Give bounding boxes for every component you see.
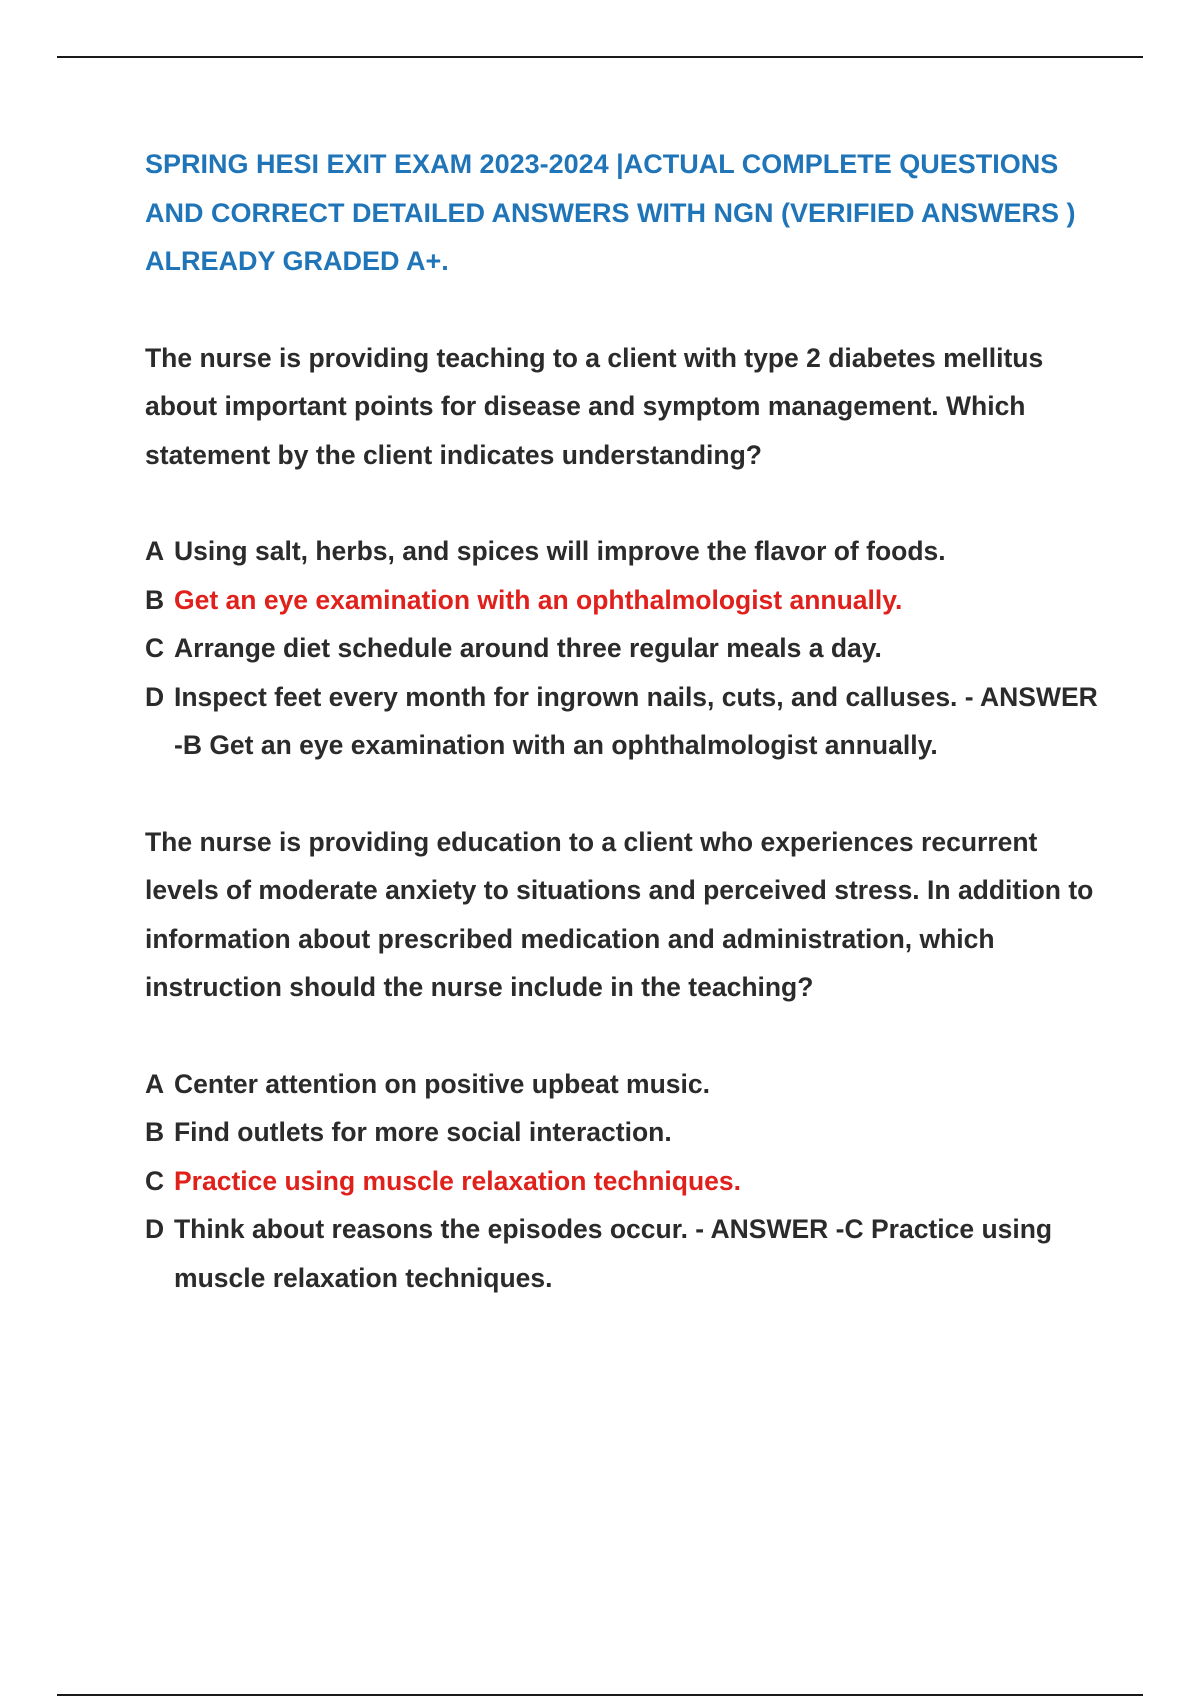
option-letter: D (145, 681, 165, 712)
question-stem: The nurse is providing teaching to a client with type 2 diabetes mellitus about important points for disease and symptom management. Which statement by the client indicates understanding? (145, 342, 1044, 470)
footer-rule (57, 1694, 1143, 1696)
option-item (145, 1108, 1105, 1157)
question-stem: The nurse is providing education to a client who experiences recurrent levels of moderate anxiety to situations and perceived stress. In addition to information about prescribed medication and administration, which instruction should the nurse include in the teaching? (145, 826, 1094, 1002)
header-rule (57, 56, 1143, 58)
option-letter: A (145, 536, 165, 566)
option-item (145, 527, 1105, 576)
option-text: Center attention on positive upbeat music. (174, 1068, 710, 1099)
option-item (145, 1157, 1105, 1206)
option-item (145, 673, 1105, 770)
option-item (145, 1060, 1105, 1109)
option-list (145, 1060, 1105, 1303)
option-letter: D (145, 1214, 165, 1244)
answer-key: - ANSWER -C Practice using muscle relaxation techniques. (174, 1214, 1053, 1293)
option-text: Get an eye examination with an ophthalmologist annually. (174, 584, 903, 615)
option-list (145, 527, 1105, 770)
option-letter: B (145, 1117, 165, 1147)
answer-key: - ANSWER -B Get an eye examination with an ophthalmologist annually. (174, 681, 1098, 760)
option-text: Think about reasons the episodes occur. (174, 1214, 688, 1244)
option-item (145, 1205, 1105, 1302)
option-letter: C (145, 633, 165, 663)
option-letter: B (145, 584, 165, 615)
option-text: Arrange diet schedule around three regular meals a day. (174, 633, 882, 663)
option-letter: C (145, 1165, 165, 1196)
document-body (145, 140, 1105, 1350)
option-letter: A (145, 1068, 165, 1099)
option-text: Find outlets for more social interaction. (174, 1117, 672, 1147)
option-text: Inspect feet every month for ingrown nails, cuts, and calluses. (174, 681, 958, 712)
document-title: SPRING HESI EXIT EXAM 2023-2024 |ACTUAL COMPLETE QUESTIONS AND CORRECT DETAILED ANSWERS WITH NGN (VERIFIED ANSWERS ) ALREADY GRADED A+. (145, 149, 1076, 276)
option-text: Using salt, herbs, and spices will improve the flavor of foods. (174, 536, 946, 566)
option-text: Practice using muscle relaxation techniques. (174, 1165, 742, 1196)
option-item (145, 576, 1105, 625)
option-item (145, 624, 1105, 673)
